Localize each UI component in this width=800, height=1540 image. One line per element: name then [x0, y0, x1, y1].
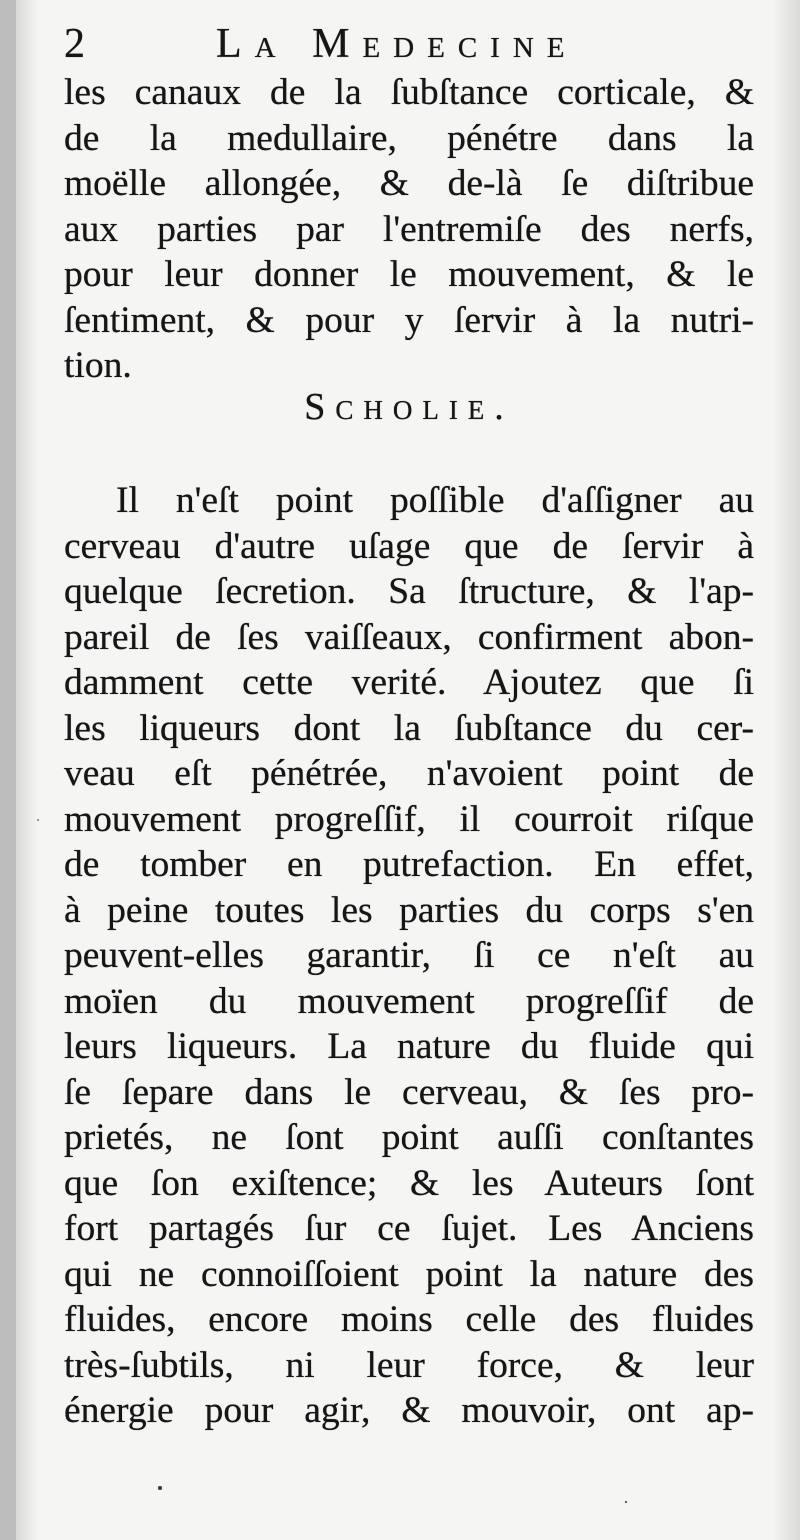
paragraph-1	[64, 70, 754, 389]
text-line: les canaux de la ſubſtance corticale, &	[64, 72, 754, 113]
text-line: très-ſubtils, ni leur force, & leur	[64, 1344, 754, 1386]
paragraph-2	[64, 478, 754, 1434]
text-line: aux parties par l'entremiſe des nerfs,	[64, 208, 754, 250]
text-line: tion.	[64, 345, 132, 386]
text-line: moïen du mouvement progreſſif de	[64, 980, 754, 1022]
text-line: de tomber en putrefaction. En effet,	[64, 844, 754, 885]
text-line: ſentiment, & pour y ſervir à la nutri-	[64, 299, 754, 341]
text-line: prietés, ne ſont point auſſi conſtantes	[64, 1117, 754, 1158]
text-line: ſe ſepare dans le cerveau, & ſes pro-	[64, 1071, 754, 1113]
text-line: que ſon exiſtence; & les Auteurs ſont	[64, 1162, 754, 1204]
text-line: damment cette verité. Ajoutez que ſi	[64, 662, 754, 703]
text-line: pareil de ſes vaiſſeaux, confirment abon-	[64, 616, 754, 658]
text-line: cerveau d'autre uſage que de ſervir à	[64, 525, 754, 567]
text-line: fluides, encore moins celle des fluides	[64, 1299, 754, 1340]
text-line: à peine toutes les parties du corps s'en	[64, 889, 754, 931]
text-line: moëlle allongée, & de-là ſe diſtribue	[64, 163, 754, 204]
text-line: pour leur donner le mouvement, & le	[64, 254, 754, 295]
text-line: veau eſt pénétrée, n'avoient point de	[64, 753, 754, 794]
page-number: 2	[64, 21, 85, 67]
book-page	[16, 0, 800, 1540]
text-line: peuvent-elles garantir, ſi ce n'eſt au	[64, 935, 754, 976]
text-line: fort partagés ſur ce ſujet. Les Anciens	[64, 1208, 754, 1249]
running-title: La Medecine	[216, 21, 578, 67]
gutter-shadow	[16, 0, 38, 1540]
text-line: Il n'eſt point poſſible d'aſſigner au	[116, 480, 754, 521]
running-head	[64, 18, 764, 70]
section-heading: Scholie.	[304, 386, 514, 428]
text-line: qui ne connoiſſoient point la nature des	[64, 1253, 754, 1295]
text-line: mouvement progreſſif, il courroit riſque	[64, 798, 754, 840]
text-line: leurs liqueurs. La nature du fluide qui	[64, 1026, 754, 1067]
text-line: énergie pour agir, & mouvoir, ont ap-	[64, 1390, 754, 1431]
text-line: les liqueurs dont la ſubſtance du cer-	[64, 707, 754, 749]
edge-shadow	[772, 0, 800, 1540]
text-line: de la medullaire, pénétre dans la	[64, 117, 754, 159]
text-line: quelque ſecretion. Sa ſtructure, & l'ap-	[64, 571, 754, 612]
